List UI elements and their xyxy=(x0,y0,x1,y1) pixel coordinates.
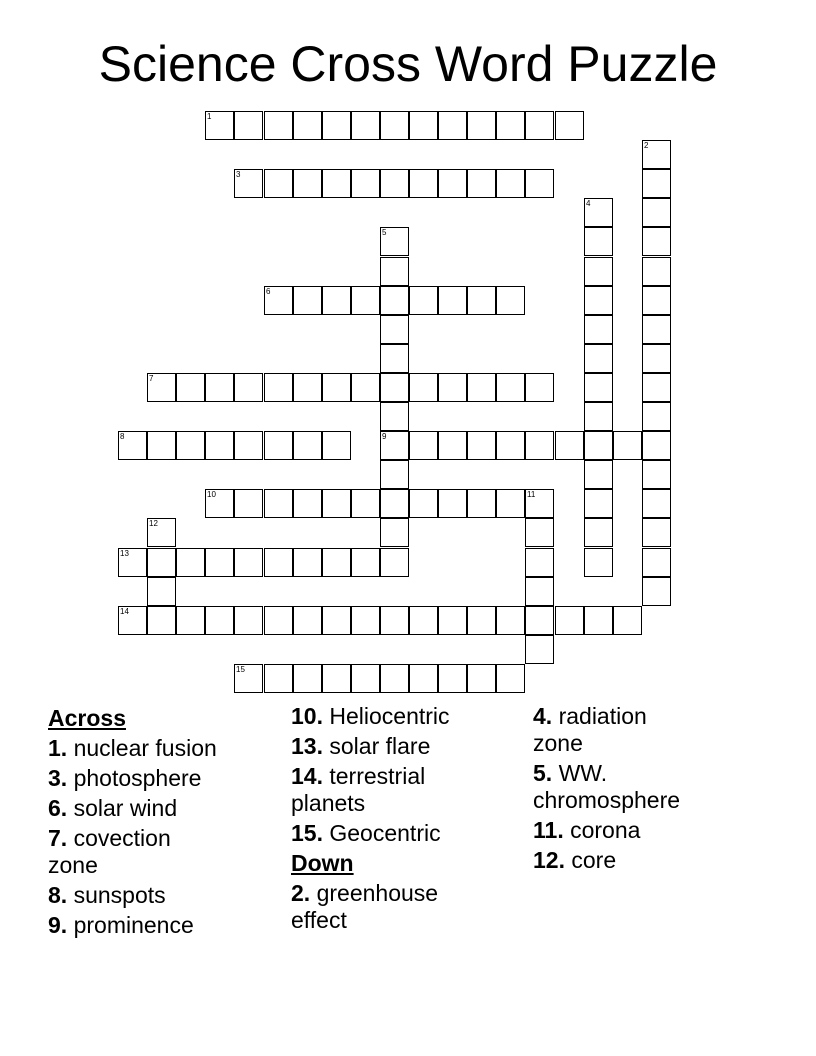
cell-number: 6 xyxy=(266,287,271,296)
grid-cell[interactable] xyxy=(264,431,293,460)
clue-text: solar wind xyxy=(73,795,178,821)
grid-cell[interactable] xyxy=(642,577,671,606)
grid-cell[interactable] xyxy=(293,111,322,140)
grid-cell[interactable] xyxy=(642,373,671,402)
grid-cell[interactable] xyxy=(147,577,176,606)
clue-text: Heliocentric xyxy=(329,703,450,729)
grid-cell[interactable] xyxy=(264,373,293,402)
grid-cell[interactable] xyxy=(234,111,263,140)
grid-cell[interactable] xyxy=(351,606,380,635)
grid-cell[interactable] xyxy=(642,198,671,227)
grid-cell[interactable] xyxy=(351,286,380,315)
grid-cell[interactable] xyxy=(147,548,176,577)
grid-cell[interactable] xyxy=(642,169,671,198)
grid-cell[interactable] xyxy=(467,286,496,315)
clue-number: 3. xyxy=(48,765,68,791)
grid-cell[interactable] xyxy=(322,286,351,315)
grid-cell[interactable] xyxy=(234,606,263,635)
grid-cell[interactable] xyxy=(584,257,613,286)
clue-item xyxy=(291,733,511,760)
grid-cell[interactable] xyxy=(264,489,293,518)
grid-cell[interactable] xyxy=(380,518,409,547)
cell-number: 14 xyxy=(120,607,129,616)
grid-cell[interactable] xyxy=(642,431,671,460)
grid-cell[interactable] xyxy=(525,373,554,402)
grid-cell[interactable] xyxy=(584,373,613,402)
grid-cell[interactable] xyxy=(351,169,380,198)
grid-cell[interactable] xyxy=(351,664,380,693)
grid-cell[interactable] xyxy=(176,548,205,577)
clue-text: Geocentric xyxy=(329,820,441,846)
grid-cell[interactable] xyxy=(642,518,671,547)
clue-number: 6. xyxy=(48,795,68,821)
clue-text: solar flare xyxy=(329,733,431,759)
grid-cell[interactable] xyxy=(380,257,409,286)
grid-cell[interactable] xyxy=(322,373,351,402)
grid-cell[interactable] xyxy=(584,431,613,460)
grid-cell[interactable] xyxy=(380,548,409,577)
clue-item xyxy=(48,912,268,939)
grid-cell[interactable] xyxy=(642,402,671,431)
grid-cell[interactable] xyxy=(205,373,234,402)
grid-cell[interactable] xyxy=(584,548,613,577)
grid-cell[interactable] xyxy=(438,373,467,402)
clue-number: 5. xyxy=(533,760,553,786)
grid-cell[interactable] xyxy=(438,606,467,635)
clue-number: 1. xyxy=(48,735,68,761)
grid-cell[interactable] xyxy=(380,315,409,344)
clue-item xyxy=(291,763,461,817)
grid-cell[interactable] xyxy=(642,460,671,489)
grid-cell[interactable] xyxy=(234,431,263,460)
grid-cell[interactable] xyxy=(584,460,613,489)
cell-number: 10 xyxy=(207,490,216,499)
grid-cell[interactable] xyxy=(409,286,438,315)
clue-column-1 xyxy=(48,703,268,942)
grid-cell[interactable] xyxy=(293,373,322,402)
grid-cell[interactable] xyxy=(584,227,613,256)
grid-cell[interactable] xyxy=(409,489,438,518)
grid-cell[interactable] xyxy=(467,431,496,460)
grid-cell[interactable] xyxy=(293,169,322,198)
cell-number: 7 xyxy=(149,374,154,383)
cell-number: 8 xyxy=(120,432,125,441)
grid-cell[interactable] xyxy=(322,169,351,198)
grid-cell[interactable] xyxy=(380,664,409,693)
grid-cell[interactable] xyxy=(409,606,438,635)
grid-cell[interactable] xyxy=(642,286,671,315)
grid-cell[interactable] xyxy=(525,518,554,547)
grid-cell[interactable] xyxy=(234,548,263,577)
grid-cell[interactable] xyxy=(264,548,293,577)
clue-number: 11. xyxy=(533,817,564,843)
grid-cell[interactable] xyxy=(438,664,467,693)
grid-cell[interactable] xyxy=(293,489,322,518)
cell-number: 3 xyxy=(236,170,241,179)
cell-number: 15 xyxy=(236,665,245,674)
grid-cell[interactable] xyxy=(467,664,496,693)
clue-item xyxy=(48,735,268,762)
grid-cell[interactable] xyxy=(642,227,671,256)
clue-number: 2. xyxy=(291,880,311,906)
page-title: Science Cross Word Puzzle xyxy=(98,36,718,92)
grid-cell[interactable] xyxy=(147,606,176,635)
cell-number: 13 xyxy=(120,549,129,558)
clue-number: 8. xyxy=(48,882,68,908)
grid-cell[interactable] xyxy=(438,169,467,198)
grid-cell[interactable] xyxy=(642,315,671,344)
grid-cell[interactable] xyxy=(438,431,467,460)
grid-cell[interactable] xyxy=(380,460,409,489)
clue-item xyxy=(48,765,268,792)
cell-number: 2 xyxy=(644,141,649,150)
grid-cell[interactable] xyxy=(642,344,671,373)
clue-number: 14. xyxy=(291,763,323,789)
grid-cell[interactable] xyxy=(234,373,263,402)
down-heading: Down xyxy=(291,850,354,876)
cell-number: 1 xyxy=(207,112,212,121)
grid-cell[interactable] xyxy=(264,664,293,693)
grid-cell[interactable] xyxy=(584,606,613,635)
grid-cell[interactable] xyxy=(264,111,293,140)
grid-cell[interactable] xyxy=(322,664,351,693)
clue-text: WW. chromosphere xyxy=(533,760,681,813)
grid-cell[interactable] xyxy=(409,431,438,460)
grid-cell[interactable] xyxy=(409,169,438,198)
clue-item xyxy=(533,817,753,844)
grid-cell[interactable] xyxy=(467,489,496,518)
grid-cell[interactable] xyxy=(467,111,496,140)
grid-cell[interactable] xyxy=(264,169,293,198)
grid-cell[interactable] xyxy=(467,606,496,635)
grid-cell[interactable] xyxy=(496,431,525,460)
clue-item xyxy=(291,703,511,730)
clue-item xyxy=(533,760,713,814)
grid-cell[interactable] xyxy=(409,373,438,402)
grid-cell[interactable] xyxy=(525,431,554,460)
across-heading: Across xyxy=(48,705,126,731)
grid-cell[interactable] xyxy=(322,111,351,140)
grid-cell[interactable] xyxy=(525,606,554,635)
grid-cell[interactable] xyxy=(642,548,671,577)
clue-text: photosphere xyxy=(73,765,202,791)
clue-text: core xyxy=(571,847,617,873)
grid-cell[interactable] xyxy=(293,431,322,460)
grid-cell[interactable] xyxy=(322,606,351,635)
clue-item xyxy=(48,825,198,879)
clue-item xyxy=(533,703,673,757)
grid-cell[interactable] xyxy=(525,111,554,140)
clue-column-3 xyxy=(533,703,753,877)
grid-cell[interactable] xyxy=(584,286,613,315)
grid-cell[interactable] xyxy=(380,606,409,635)
grid-cell[interactable] xyxy=(496,606,525,635)
grid-cell[interactable] xyxy=(380,402,409,431)
grid-cell[interactable] xyxy=(322,548,351,577)
grid-cell[interactable] xyxy=(409,664,438,693)
grid-cell[interactable] xyxy=(380,169,409,198)
grid-cell[interactable] xyxy=(467,373,496,402)
clue-number: 7. xyxy=(48,825,68,851)
grid-cell[interactable] xyxy=(584,518,613,547)
grid-cell[interactable] xyxy=(613,606,642,635)
clue-text: covection zone xyxy=(48,825,171,878)
grid-cell[interactable] xyxy=(351,373,380,402)
grid-cell[interactable] xyxy=(351,548,380,577)
grid-cell[interactable] xyxy=(438,489,467,518)
grid-cell[interactable] xyxy=(351,111,380,140)
grid-cell[interactable] xyxy=(584,344,613,373)
clue-number: 13. xyxy=(291,733,323,759)
clue-item xyxy=(533,847,753,874)
grid-cell[interactable] xyxy=(293,286,322,315)
grid-cell[interactable] xyxy=(293,664,322,693)
grid-cell[interactable] xyxy=(438,111,467,140)
grid-cell[interactable] xyxy=(555,431,584,460)
cell-number: 4 xyxy=(586,199,591,208)
grid-cell[interactable] xyxy=(496,373,525,402)
grid-cell[interactable] xyxy=(642,489,671,518)
grid-cell[interactable] xyxy=(525,169,554,198)
clue-text: radiation zone xyxy=(533,703,647,756)
grid-cell[interactable] xyxy=(409,111,438,140)
grid-cell[interactable] xyxy=(555,606,584,635)
clue-item xyxy=(48,882,268,909)
grid-cell[interactable] xyxy=(496,489,525,518)
grid-cell[interactable] xyxy=(380,286,409,315)
clue-number: 9. xyxy=(48,912,68,938)
grid-cell[interactable] xyxy=(613,431,642,460)
clue-text: sunspots xyxy=(73,882,166,908)
grid-cell[interactable] xyxy=(584,315,613,344)
clue-item xyxy=(291,880,471,934)
grid-cell[interactable] xyxy=(525,635,554,664)
grid-cell[interactable] xyxy=(176,431,205,460)
grid-cell[interactable] xyxy=(496,111,525,140)
grid-cell[interactable] xyxy=(496,169,525,198)
clue-text: nuclear fusion xyxy=(73,735,217,761)
grid-cell[interactable] xyxy=(293,548,322,577)
grid-cell[interactable] xyxy=(584,489,613,518)
clue-column-2 xyxy=(291,703,511,937)
grid-cell[interactable] xyxy=(264,606,293,635)
cell-number: 12 xyxy=(149,519,158,528)
clue-text: terrestrial planets xyxy=(291,763,426,816)
grid-cell[interactable] xyxy=(205,548,234,577)
cell-number: 11 xyxy=(527,490,536,499)
grid-cell[interactable] xyxy=(584,402,613,431)
grid-cell[interactable] xyxy=(380,373,409,402)
grid-cell[interactable] xyxy=(525,548,554,577)
clue-item xyxy=(48,795,268,822)
grid-cell[interactable] xyxy=(380,344,409,373)
grid-cell[interactable] xyxy=(642,257,671,286)
grid-cell[interactable] xyxy=(147,431,176,460)
clue-number: 4. xyxy=(533,703,553,729)
grid-cell[interactable] xyxy=(322,489,351,518)
grid-cell[interactable] xyxy=(438,286,467,315)
clue-number: 12. xyxy=(533,847,565,873)
clue-text: corona xyxy=(570,817,641,843)
grid-cell[interactable] xyxy=(205,606,234,635)
clue-item xyxy=(291,820,511,847)
grid-cell[interactable] xyxy=(525,577,554,606)
grid-cell[interactable] xyxy=(293,606,322,635)
grid-cell[interactable] xyxy=(234,489,263,518)
cell-number: 5 xyxy=(382,228,387,237)
grid-cell[interactable] xyxy=(205,431,234,460)
clue-text: prominence xyxy=(73,912,194,938)
grid-cell[interactable] xyxy=(555,111,584,140)
grid-cell[interactable] xyxy=(380,489,409,518)
grid-cell[interactable] xyxy=(380,111,409,140)
grid-cell[interactable] xyxy=(467,169,496,198)
clue-number: 10. xyxy=(291,703,323,729)
grid-cell[interactable] xyxy=(496,664,525,693)
clue-text: greenhouse effect xyxy=(291,880,439,933)
grid-cell[interactable] xyxy=(176,606,205,635)
grid-cell[interactable] xyxy=(496,286,525,315)
grid-cell[interactable] xyxy=(176,373,205,402)
cell-number: 9 xyxy=(382,432,387,441)
grid-cell[interactable] xyxy=(322,431,351,460)
clue-number: 15. xyxy=(291,820,323,846)
grid-cell[interactable] xyxy=(351,489,380,518)
